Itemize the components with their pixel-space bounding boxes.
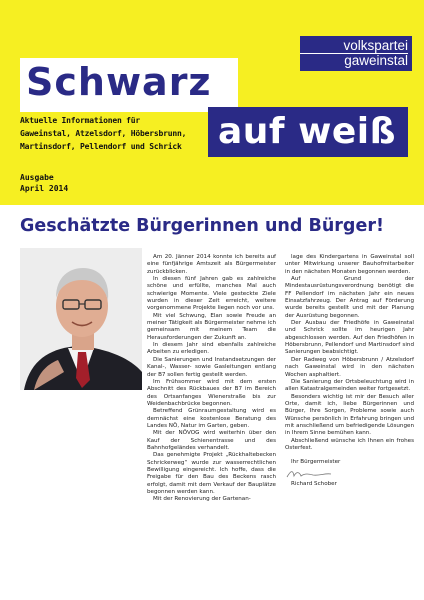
article-paragraph: Mit der Renovierung der Gartenan- [153, 496, 251, 503]
article-headline: Geschätzte Bürgerinnen und Bürger! [20, 216, 384, 236]
article-paragraph: Besonders wichtig ist mir der Besuch aller Orte, damit ich, liebe Bürgerinnen und Bürger, Ihre Sorgen, Probleme sowie auch Wünsche persönlich in Erfahrung bringen und mit anschließend um befriedigende Lösungen in Ihrem Sinne bemühen kann. [285, 393, 414, 437]
article-paragraph: In diesem Jahr sind ebenfalls zahlreiche Arbeiten zu erledigen. [147, 342, 276, 356]
article-paragraph: Auf Grund der Mindestausrüstungsverordnung benötigt die FF Pellendorf im nächsten Jahr ein neues Einsatzfahrzeug. Der Antrag auf Förderung wurde bereits gestellt und mit der Planung der Ausrüstung begonnen. [285, 276, 414, 319]
subtitle-line: Aktuelle Informationen für [20, 116, 141, 125]
newsletter-title: Schwarz [26, 60, 212, 104]
article-paragraph: Der Radweg von Höbersbrunn / Atzelsdorf nach Gaweinstal wird in den nächsten Wochen asphaltiert. [285, 356, 414, 378]
subtitle-line: Martinsdorf, Pellendorf und Schrick [20, 142, 182, 151]
article-paragraph: Betreffend Grünraumgestaltung wird es demnächst eine kostenlose Beratung des Landes NÖ, Natur im Garten, geben. [147, 408, 276, 429]
issue-info [20, 172, 68, 194]
article-paragraph: Mit viel Schwung, Elan sowie Freude an meiner Tätigkeit als Bürgermeister nehme ich gemeinsam mit meinem Team die Herausforderungen der Zukunft an. [147, 312, 276, 341]
article-column-2 [285, 254, 414, 488]
mayor-portrait-photo [20, 248, 142, 390]
issue-date: April 2014 [20, 184, 69, 193]
article-paragraph: lage des Kindergartens in Gaweinstal soll unter Mitwirkung unserer Bauhofmitarbeiter in den nächsten Monaten begonnen werden. [285, 254, 414, 275]
newsletter-title-secondary: auf weiß [218, 111, 397, 152]
issue-label: Ausgabe [20, 173, 54, 182]
article-paragraph: Das genehmigte Projekt „Rückhaltebecken Schrickerweg“ wurde zur wasserrechtlichen Bewilligung eingereicht. Ich hoffe, dass die Freigabe für den Bau des Beckens rasch erfolgt, damit mit dem Verkauf der Bauplätze begonnen werden kann. [147, 452, 276, 495]
signoff-name: Richard Schober [291, 480, 337, 487]
article-paragraph: Abschließend wünsche ich Ihnen ein frohes Osterfest. [285, 437, 414, 451]
subtitle-line: Gaweinstal, Atzelsdorf, Höbersbrunn, [20, 129, 187, 138]
handwritten-signature [285, 468, 355, 480]
portrait-illustration [20, 248, 142, 390]
newsletter-subtitle [20, 114, 210, 153]
brand-line-1: volkspartei [343, 38, 408, 53]
article-paragraph: Im Frühsommer wird mit dem ersten Abschnitt des Rückbaues der B7 im Bereich des Ortsanfanges Wienerstraße bis zur Weidenbachbrücke begonnen. [147, 378, 276, 407]
article-paragraph: Am 20. Jänner 2014 konnte ich bereits auf eine fünfjährige Amtszeit als Bürgermeister zurückblicken. [147, 254, 276, 275]
article-paragraph: Die Sanierung der Ortsbeleuchtung wird in allen Katastralgemeinden weiter fortgesetzt. [285, 378, 414, 393]
article-paragraph: In diesen fünf Jahren gab es zahlreiche schöne und erfüllte, manches Mal auch schwierige Momente. Viele gesteckte Ziele wurden in dieser Zeit erreicht, weitere vorgenommene Projekte liegen noch vor uns. [147, 276, 276, 312]
article-paragraph: Mit der NÖVOG wird weiterhin über den Kauf der Schienentrasse und des Bahnhofgeländes verhandelt. [147, 430, 276, 451]
brand-line-2: gaweinstal [300, 53, 408, 68]
article-paragraph: Der Ausbau der Friedhöfe in Gaweinstal und Schrick sollte im heurigen Jahr abgeschlossen werden. Auf den Friedhöfen in Höbersbrunn, Pellendorf und Martinsdorf sind Sanierungen beabsichtigt. [285, 320, 414, 356]
article-paragraph: Die Sanierungen und Instandsetzungen der Kanal-, Wasser- sowie Gasleitungen entlang der B7 sollen fertig gestellt werden. [147, 356, 276, 378]
article-column-1 [147, 254, 276, 504]
signoff-label: Ihr Bürgermeister [291, 459, 341, 466]
party-logo [300, 36, 412, 71]
